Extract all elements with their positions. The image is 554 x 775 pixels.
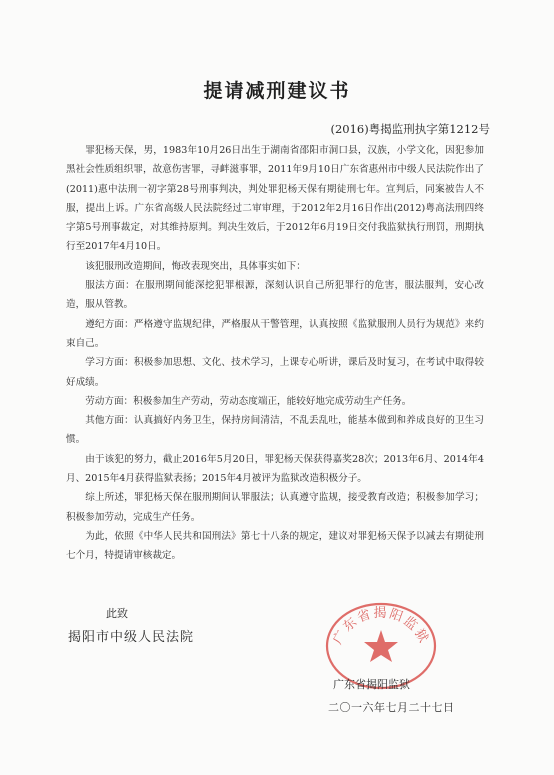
- document-title: 提请减刑建议书: [203, 80, 351, 102]
- document-body: [66, 141, 484, 566]
- paragraph-study: 学习方面：积极参加思想、文化、技术学习，上课专心听讲，课后及时复习，在考试中取得较好成绩。: [66, 357, 484, 388]
- paragraph-summary: 综上所述，罪犯杨天保在服刑期间认罪服法；认真遵守监规，接受教育改造；积极参加学习；积极参加劳动，完成生产任务。: [66, 492, 484, 523]
- paragraph-recommendation: 为此，依照《中华人民共和国刑法》第七十八条的规定，建议对罪犯杨天保予以减去有期徒刑七个月，特提请审核裁定。: [66, 530, 484, 562]
- paragraph-law-compliance: 服法方面：在服刑期间能深挖犯罪根源，深刻认识自己所犯罪行的危害，服法服判，安心改造，服从管教。: [66, 280, 484, 311]
- closing-salutation: 此致: [106, 607, 128, 620]
- paragraph-criminal-info: 罪犯杨天保，男，1983年10月26日出生于湖南省邵阳市洞口县，汉族，小学文化，因犯参加黑社会性质组织罪，故意伤害罪，寻衅滋事罪，2011年9月10日广东省惠州市中级人民法院作出了(2011)惠中法刑一初字第28号刑事判决，判处罪犯杨天保有期徒刑七年。宣判后，同案被告人不服，提出上诉。广东省高级人民法院经过二审审理，于2012年2月16日作出(2012)粤高法刑四终字第5号刑事裁定，对其维持原判。判决生效后，于2012年6月19日交付我监狱执行刑罚，刑期执行至2017年4月10日。: [66, 145, 484, 253]
- paragraph-awards: 由于该犯的努力，截止2016年5月20日，罪犯杨天保获得嘉奖28次；2013年6月、2014年4月、2015年4月获得监狱表扬；2015年4月被评为监狱改造积极分子。: [66, 453, 484, 485]
- paragraph-labor: 劳动方面：积极参加生产劳动，劳动态度端正，能较好地完成劳动生产任务。: [85, 395, 412, 407]
- issue-date: 二〇一六年七月二十七日: [328, 701, 455, 714]
- recipient-court: 揭阳市中级人民法院: [68, 630, 195, 645]
- document-number: (2016)粤揭监刑执字第1212号: [330, 122, 490, 136]
- paragraph-other: 其他方面：认真搞好内务卫生，保持房间清洁，不乱丢乱吐，能基本做到和养成良好的卫生习惯。: [66, 415, 484, 446]
- issuing-organization: 广东省揭阳监狱: [333, 678, 410, 691]
- paragraph-intro: 该犯服刑改造期间，悔改表现突出，具体事实如下：: [85, 260, 306, 272]
- paragraph-discipline: 遵纪方面：严格遵守监规纪律，严格服从干警管理，认真按照《监狱服刑人员行为规范》来约束自己。: [66, 318, 484, 349]
- seal-text: 广东省揭阳监狱: [330, 606, 432, 648]
